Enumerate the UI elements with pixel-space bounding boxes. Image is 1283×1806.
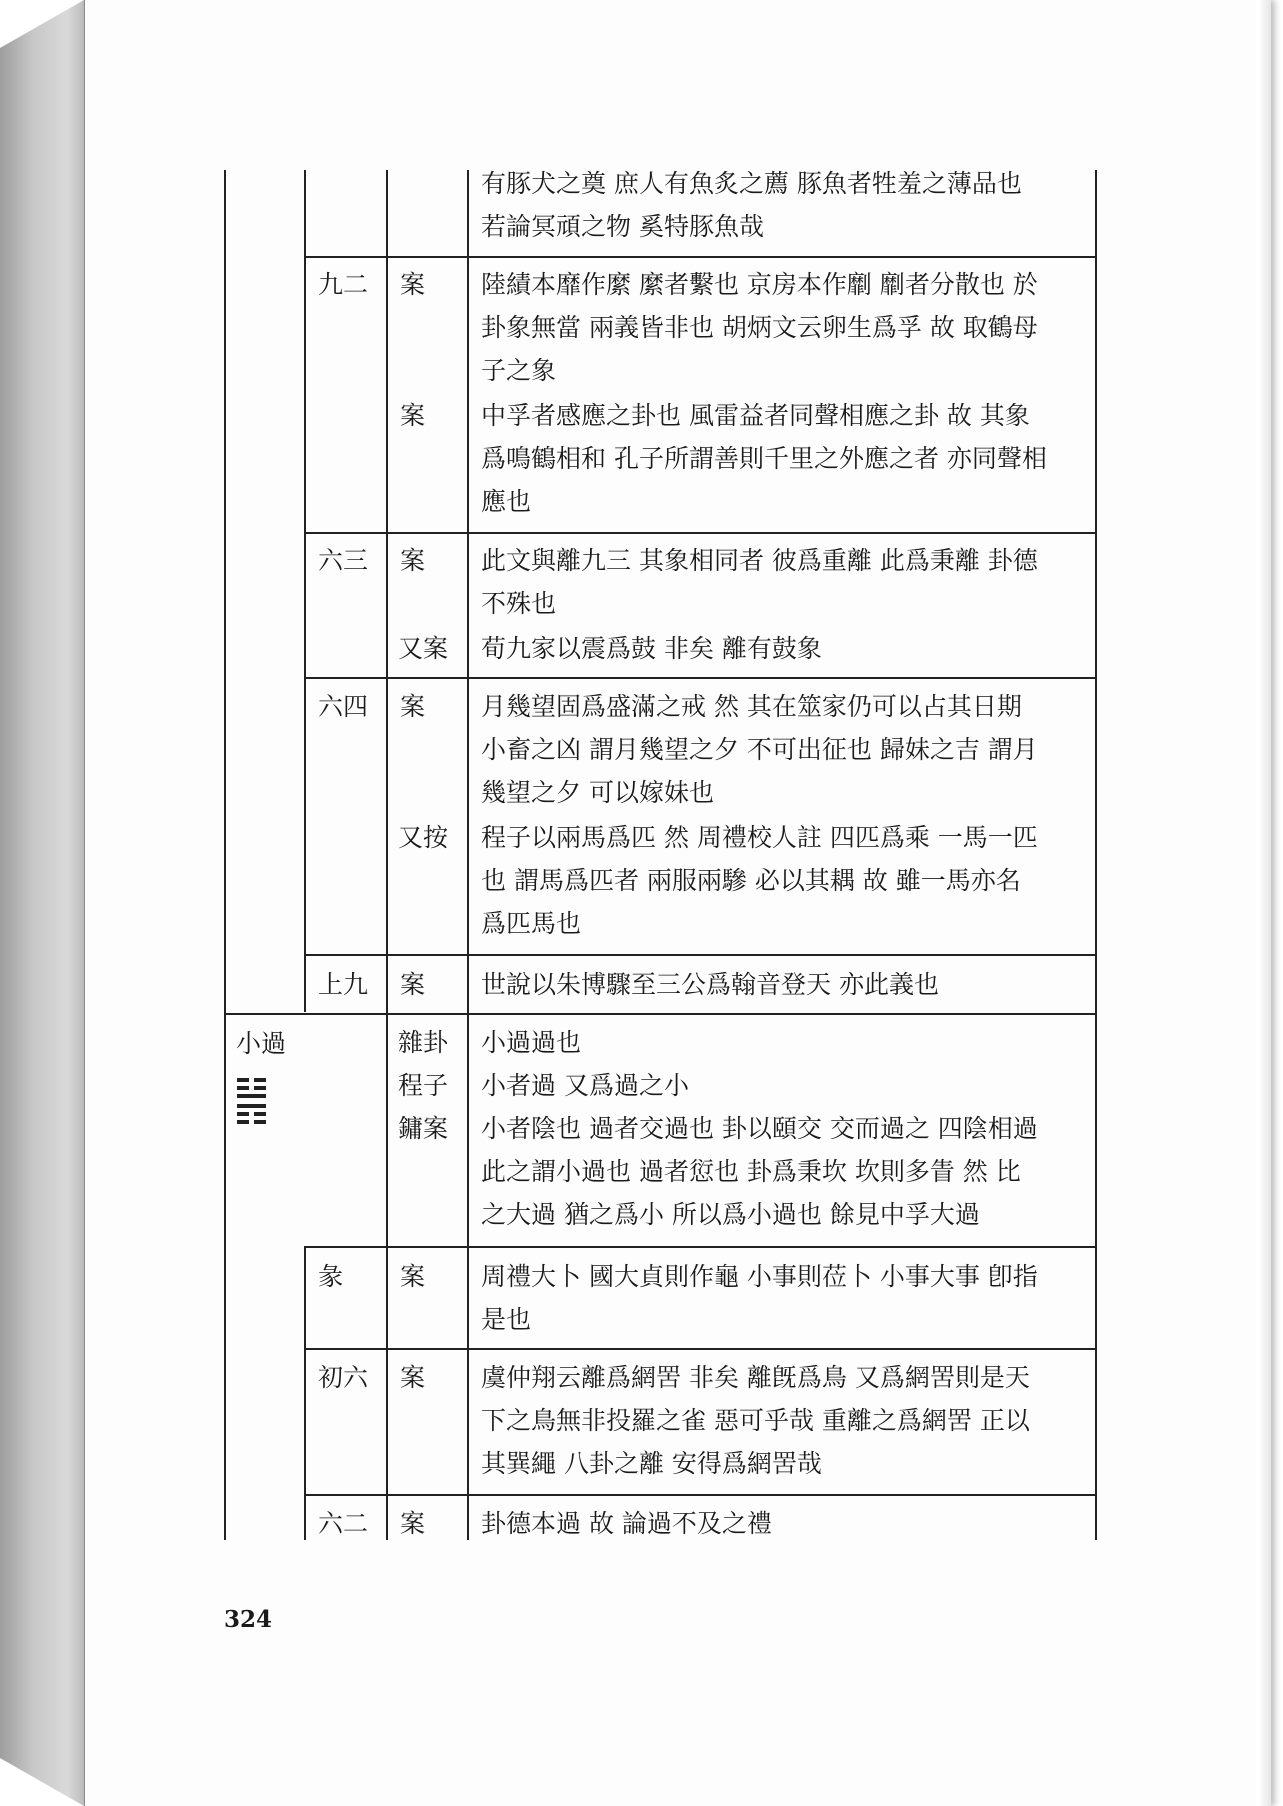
entry-label: 案 [400,1509,426,1538]
commentary-text: 中孚者感應之卦也 風雷益者同聲相應之卦 故 其象 爲鳴鶴相和 孔子所謂善則千里之外應之者 亦同聲相 應也 [481,401,1047,516]
commentary-text: 小過過也 [481,1028,582,1057]
commentary-text: 程子以兩馬爲匹 然 周禮校人註 四匹爲乘 一馬一匹 也 謂馬爲匹者 兩服兩驂 必以其耦 故 雖一馬亦名 爲匹馬也 [481,823,1038,938]
entry-label: 案 [400,1363,426,1392]
line-label: 六二 [318,1509,369,1538]
page-number: 324 [224,1606,273,1633]
commentary-text: 小者過 又爲過之小 [481,1071,689,1100]
line-label: 六四 [318,692,369,721]
table-rule-right [1095,170,1097,1540]
entry-label: 案 [400,546,426,575]
entry-label: 案 [400,1262,426,1291]
line-label: 六三 [318,546,369,575]
commentary-text: 周禮大卜 國大貞則作龜 小事則莅卜 小事大事 卽指 是也 [481,1262,1038,1334]
line-label: 上九 [318,970,369,999]
commentary-text: 小者陰也 過者交過也 卦以頤交 交而過之 四陰相過 此之謂小過也 過者愆也 卦爲秉坎 坎則多眚 然 比 之大過 猶之爲小 所以爲小過也 餘見中孚大過 [481,1114,1038,1229]
hexagram-title: 小過 [236,1029,287,1058]
row-divider [304,677,1096,679]
line-label: 彖 [318,1262,344,1291]
commentary-text: 荀九家以震爲鼓 非矣 離有鼓象 [481,634,822,663]
line-label: 九二 [318,270,369,299]
line-label: 初六 [318,1363,369,1392]
entry-label: 鏞案 [398,1114,449,1143]
commentary-text: 卦德本過 故 論過不及之禮 [481,1509,772,1538]
table-rule-left [224,170,226,1540]
commentary-text: 虞仲翔云離爲網罟 非矣 離旣爲鳥 又爲網罟則是天 下之鳥無非投羅之雀 惡可乎哉 重離之爲網罟 正以 其巽繩 八卦之離 安得爲網罟哉 [481,1363,1030,1478]
commentary-text: 月幾望固爲盛滿之戒 然 其在筮家仍可以占其日期 小畜之凶 謂月幾望之夕 不可出征也 歸妹之吉 謂月 幾望之夕 可以嫁妹也 [481,692,1038,807]
entry-label: 案 [400,970,426,999]
entry-label: 案 [400,270,426,299]
entry-label: 案 [400,401,426,430]
xiao-guo-hexagram-icon [237,1078,267,1128]
entry-label: 又案 [398,634,449,663]
table-rule-line-col [304,1246,306,1540]
row-divider [304,1494,1096,1496]
commentary-text: 有豚犬之奠 庶人有魚炙之薦 豚魚者牲羞之薄品也 若論冥頑之物 奚特豚魚哉 [481,169,1022,241]
commentary-text: 陸績本靡作縻 縻者繫也 京房本作劘 劘者分散也 於 卦象無當 兩義皆非也 胡炳文云卵生爲孚 故 取鶴母 子之象 [481,270,1038,385]
table-rule-line-col [304,170,306,1012]
entry-label: 又按 [398,823,449,852]
commentary-text: 世說以朱博驟至三公爲翰音登天 亦此義也 [481,970,939,999]
row-divider [304,1348,1096,1350]
commentary-text: 此文與離九三 其象相同者 彼爲重離 此爲秉離 卦德 不殊也 [481,546,1038,618]
row-divider [224,1013,1096,1015]
entry-label: 案 [400,692,426,721]
table-rule-label-col [386,170,388,1540]
entry-label: 雜卦 [398,1028,449,1057]
row-divider [304,532,1096,534]
row-divider [304,1246,1096,1248]
table-rule-text-col [467,170,469,1540]
entry-label: 程子 [398,1071,449,1100]
row-divider [304,256,1096,258]
row-divider [304,954,1096,956]
